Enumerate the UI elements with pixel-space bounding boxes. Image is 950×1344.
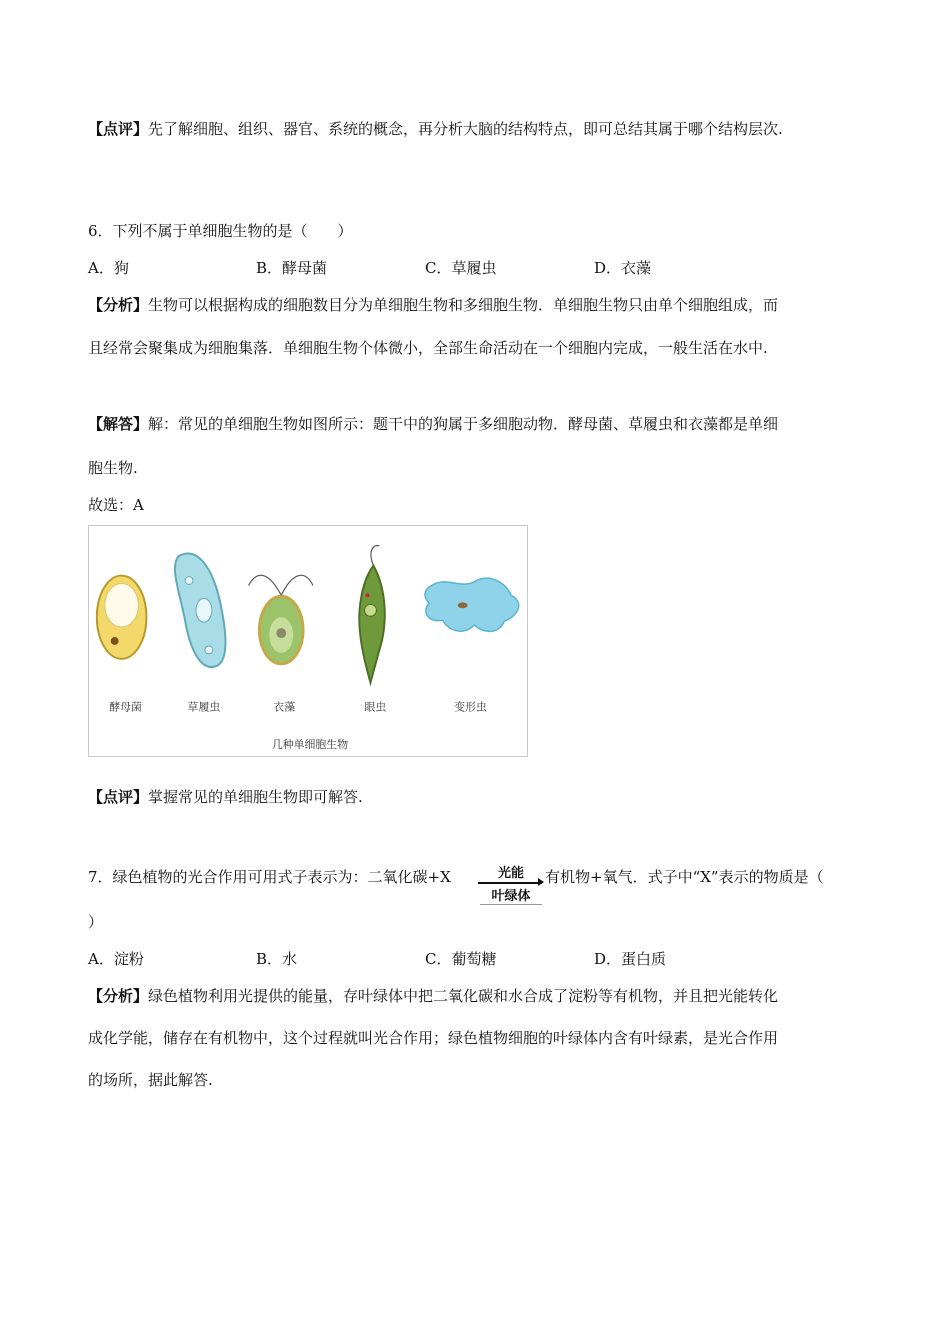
q6-answer-line-1 [88,413,778,434]
amoeba-illustration [425,578,519,631]
q6-answer-line-2: 胞生物. [88,459,138,477]
arrow-shaft [478,882,542,884]
question-7-stem-post: 有机物+氧气．式子中“X”表示的物质是（ [545,868,824,886]
q7-option-a: A．淀粉 [88,950,144,968]
q7-analysis-line-1 [88,985,778,1006]
q6-comment [88,786,363,807]
question-7-stem-close: ） [88,913,104,931]
analysis-text: 生物可以根据构成的细胞数目分为单细胞生物和多细胞生物．单细胞生物只由单个细胞组成，而 [148,296,779,314]
analysis-tag: 【分析】 [88,296,149,314]
label-chlamydomonas: 衣藻 [273,700,296,714]
label-amoeba: 变形虫 [454,700,487,714]
figure-caption: 几种单细胞生物 [271,738,349,752]
q6-choice: 故选：A [88,496,144,514]
q7-option-b: B．水 [256,950,298,968]
comment-tag: 【点评】 [88,788,149,806]
q6-option-d: D．衣藻 [594,259,652,277]
q7-option-d: D．蛋白质 [594,950,667,968]
q6-option-a: A．狗 [88,259,129,277]
answer-tag: 【解答】 [88,415,149,433]
q6-option-c: C．草履虫 [425,259,497,277]
analysis-tag: 【分析】 [88,987,149,1005]
q7-option-c: C．葡萄糖 [425,950,497,968]
euglena-illustration [359,545,384,682]
label-paramecium: 草履虫 [187,700,221,714]
question-6-stem: 6．下列不属于单细胞生物的是（ ） [88,222,353,240]
q7-analysis-line-3: 的场所，据此解答. [88,1071,213,1089]
q6-option-b: B．酵母菌 [256,259,328,277]
q7-analysis-line-2: 成化学能，储存在有机物中，这个过程就叫光合作用；绿色植物细胞的叶绿体内含有叶绿素，是光合作用 [88,1029,779,1047]
arrow-condition-light: 光能 [497,866,524,881]
arrow-condition-chloroplast: 叶绿体 [491,889,531,904]
chlamydomonas-illustration [249,575,313,663]
paramecium-illustration [175,554,226,667]
q6-analysis-line-1 [88,294,778,315]
unicellular-organisms-figure [88,525,528,757]
comment-tag: 【点评】 [88,120,149,138]
label-euglena: 眼虫 [364,700,387,714]
comment-text: 先了解细胞、组织、器官、系统的概念，再分析大脑的结构特点，即可总结其属于哪个结构层次. [148,120,783,138]
analysis-text: 绿色植物利用光提供的能量，存叶绿体中把二氧化碳和水合成了淀粉等有机物，并且把光能转化 [148,987,779,1005]
yeast-illustration [97,576,147,659]
label-yeast: 酵母菌 [109,700,142,714]
arrow-underline [480,904,542,905]
comment-5 [88,118,783,139]
comment-text: 掌握常见的单细胞生物即可解答. [148,788,363,806]
q6-analysis-line-2: 且经常会聚集成为细胞集落．单细胞生物个体微小，全部生命活动在一个细胞内完成，一般生活在水中. [88,339,768,357]
question-7-stem-pre: 7．绿色植物的光合作用可用式子表示为：二氧化碳+X [88,868,451,886]
photosynthesis-arrow [478,862,544,908]
answer-text: 解：常见的单细胞生物如图所示：题干中的狗属于多细胞动物．酵母菌、草履虫和衣藻都是单细 [148,415,779,433]
